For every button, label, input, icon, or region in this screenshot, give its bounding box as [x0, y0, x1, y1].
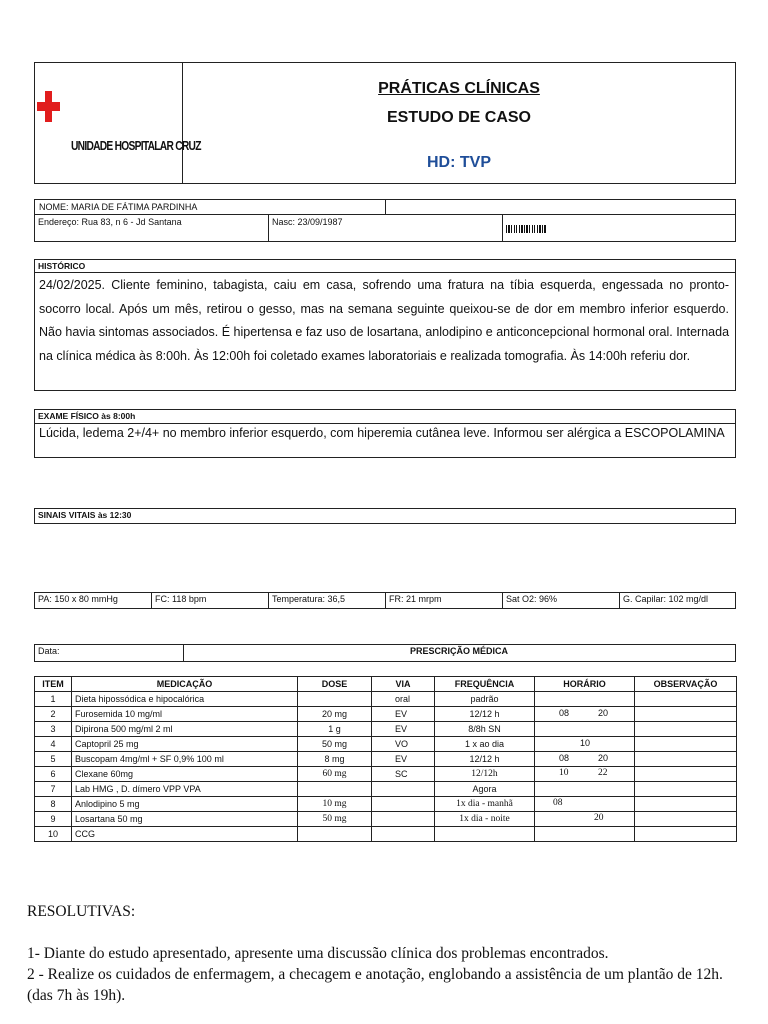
- cell-med: Losartana 50 mg: [72, 812, 298, 827]
- table-row: [35, 707, 737, 722]
- table-row: [35, 797, 737, 812]
- cell-freq: 12/12h: [435, 767, 535, 782]
- cell-med: Buscopam 4mg/ml + SF 0,9% 100 ml: [72, 752, 298, 767]
- cell-obs: [635, 782, 737, 797]
- cell-item: 5: [35, 752, 72, 767]
- patient-address: Endereço: Rua 83, n 6 - Jd Santana: [38, 217, 182, 227]
- date-label: Data:: [38, 646, 60, 656]
- history-title: HISTÓRICO: [38, 261, 86, 271]
- vital-pa: PA: 150 x 80 mmHg: [35, 593, 152, 608]
- cell-med: Furosemida 10 mg/ml: [72, 707, 298, 722]
- prescription-header: [34, 644, 736, 662]
- cell-horario: [535, 812, 635, 827]
- cell-dose: 20 mg: [298, 707, 372, 722]
- cell-horario: [535, 782, 635, 797]
- time-slot: 08: [553, 798, 563, 808]
- prescription-table: [34, 676, 737, 842]
- column-header: MEDICAÇÃO: [72, 677, 298, 692]
- cell-med: Captopril 25 mg: [72, 737, 298, 752]
- cell-med: Lab HMG , D. dímero VPP VPA: [72, 782, 298, 797]
- cell-freq: 1x dia - noite: [435, 812, 535, 827]
- vital-glucose: G. Capilar: 102 mg/dl: [623, 594, 709, 604]
- patient-name: NOME: MARIA DE FÁTIMA PARDINHA: [39, 202, 198, 212]
- cell-item: 4: [35, 737, 72, 752]
- cell-item: 6: [35, 767, 72, 782]
- column-header: FREQUÊNCIA: [435, 677, 535, 692]
- resolutivas-title: RESOLUTIVAS:: [27, 903, 136, 920]
- vital-fc: FC: 118 bpm: [152, 593, 269, 608]
- barcode-icon: [506, 225, 568, 233]
- time-slot: 10: [559, 768, 569, 778]
- time-slot: 08: [559, 708, 570, 718]
- cell-dose: 10 mg: [298, 797, 372, 812]
- cell-dose: [298, 782, 372, 797]
- table-row: [35, 812, 737, 827]
- resolutiva-item: 2 - Realize os cuidados de enfermagem, a checagem e anotação, englobando a assistência de um plantão de 12h. (das 7h às 19h).: [27, 966, 723, 1004]
- cell-freq: padrão: [435, 692, 535, 707]
- cell-dose: 1 g: [298, 722, 372, 737]
- vital-fr: FR: 21 mrpm: [386, 593, 503, 608]
- cell-dose: 60 mg: [298, 767, 372, 782]
- cell-freq: 12/12 h: [435, 752, 535, 767]
- cell-obs: [635, 827, 737, 842]
- title-cell: [183, 63, 735, 183]
- cell-obs: [635, 812, 737, 827]
- cell-via: EV: [372, 722, 435, 737]
- history-section: [34, 259, 736, 391]
- cell-dose: 8 mg: [298, 752, 372, 767]
- cell-via: EV: [372, 707, 435, 722]
- history-text: 24/02/2025. Cliente feminino, tabagista, caiu em casa, sofrendo uma fratura na tíbia esquerda, engessada no pronto-socorro local. Após um mês, retirou o gesso, mas na semana seguinte queixou-se de dor em membro inferior esquerdo. Não havia sintomas associados. É hipertensa e faz uso de losartana, anlodipino e anticoncepcional hormonal oral. Internada na clínica médica às 8:00h. Às 12:00h foi coletado exames laboratoriais e realizada tomografia. Às 14:00h referiu dor.: [39, 278, 730, 363]
- cell-obs: [635, 797, 737, 812]
- cell-via: [372, 797, 435, 812]
- column-header: ITEM: [35, 677, 72, 692]
- cell-freq: Agora: [435, 782, 535, 797]
- time-slot: 10: [580, 738, 591, 748]
- cell-item: 2: [35, 707, 72, 722]
- column-header: HORÁRIO: [535, 677, 635, 692]
- cell-item: 10: [35, 827, 72, 842]
- prescription-title: PRESCRIÇÃO MÉDICA: [409, 646, 508, 656]
- cell-item: 8: [35, 797, 72, 812]
- cell-horario: [535, 752, 635, 767]
- cell-via: oral: [372, 692, 435, 707]
- cell-via: [372, 827, 435, 842]
- time-slot: 20: [598, 753, 609, 763]
- cell-freq: 1 x ao dia: [435, 737, 535, 752]
- cell-med: CCG: [72, 827, 298, 842]
- table-header-row: [35, 677, 737, 692]
- cell-med: Anlodipino 5 mg: [72, 797, 298, 812]
- cell-horario: [535, 797, 635, 812]
- time-slot: 20: [598, 708, 609, 718]
- patient-birth: Nasc: 23/09/1987: [272, 217, 343, 227]
- cell-via: [372, 782, 435, 797]
- cell-freq: [435, 827, 535, 842]
- exam-title: EXAME FÍSICO às 8:00h: [38, 411, 136, 421]
- page-subtitle: ESTUDO DE CASO: [386, 109, 531, 126]
- table-row: [35, 752, 737, 767]
- cell-med: Dipirona 500 mg/ml 2 ml: [72, 722, 298, 737]
- table-row: [35, 737, 737, 752]
- time-slot: 08: [559, 753, 570, 763]
- cell-med: Clexane 60mg: [72, 767, 298, 782]
- cell-obs: [635, 707, 737, 722]
- diagnosis-label: HD: TVP: [427, 154, 491, 171]
- cell-obs: [635, 692, 737, 707]
- table-row: [35, 827, 737, 842]
- document-header: [34, 62, 736, 184]
- cell-dose: [298, 692, 372, 707]
- cell-obs: [635, 722, 737, 737]
- column-header: VIA: [372, 677, 435, 692]
- cell-med: Dieta hipossódica e hipocalórica: [72, 692, 298, 707]
- cell-freq: 8/8h SN: [435, 722, 535, 737]
- cell-horario: [535, 827, 635, 842]
- time-slot: 20: [594, 813, 604, 823]
- exam-section: [34, 409, 736, 458]
- table-row: [35, 782, 737, 797]
- cell-via: [372, 812, 435, 827]
- time-slot: 22: [598, 768, 608, 778]
- cell-via: VO: [372, 737, 435, 752]
- logo-cell: [35, 63, 201, 183]
- resolutiva-item: 1- Diante do estudo apresentado, apresente uma discussão clínica dos problemas encontrados.: [27, 945, 609, 962]
- cell-freq: 12/12 h: [435, 707, 535, 722]
- cell-item: 9: [35, 812, 72, 827]
- column-header: OBSERVAÇÃO: [635, 677, 737, 692]
- table-row: [35, 767, 737, 782]
- vitals-title: SINAIS VITAIS às 12:30: [38, 510, 132, 520]
- table-row: [35, 692, 737, 707]
- cell-via: SC: [372, 767, 435, 782]
- cell-obs: [635, 767, 737, 782]
- cell-dose: 50 mg: [298, 812, 372, 827]
- cell-obs: [635, 752, 737, 767]
- cell-dose: [298, 827, 372, 842]
- cell-item: 3: [35, 722, 72, 737]
- cell-horario: [535, 737, 635, 752]
- cell-dose: 50 mg: [298, 737, 372, 752]
- hospital-name: UNIDADE HOSPITALAR CRUZ: [71, 139, 201, 153]
- cell-via: EV: [372, 752, 435, 767]
- vitals-title-box: [34, 508, 736, 524]
- patient-info: [34, 199, 736, 242]
- cell-freq: 1x dia - manhã: [435, 797, 535, 812]
- cell-item: 1: [35, 692, 72, 707]
- resolutivas-section: [27, 901, 747, 1006]
- cell-horario: [535, 692, 635, 707]
- exam-text: Lúcida, ledema 2+/4+ no membro inferior esquerdo, com hiperemia cutânea leve. Informou ser alérgica a ESCOPOLAMINA: [39, 426, 725, 440]
- page-title: PRÁTICAS CLÍNICAS: [378, 80, 540, 97]
- vital-temp: Temperatura: 36,5: [269, 593, 386, 608]
- cell-item: 7: [35, 782, 72, 797]
- vital-sat: Sat O2: 96%: [503, 593, 620, 608]
- cell-obs: [635, 737, 737, 752]
- vitals-row: [34, 592, 736, 609]
- table-row: [35, 722, 737, 737]
- cell-horario: [535, 722, 635, 737]
- column-header: DOSE: [298, 677, 372, 692]
- cell-horario: [535, 707, 635, 722]
- cell-horario: [535, 767, 635, 782]
